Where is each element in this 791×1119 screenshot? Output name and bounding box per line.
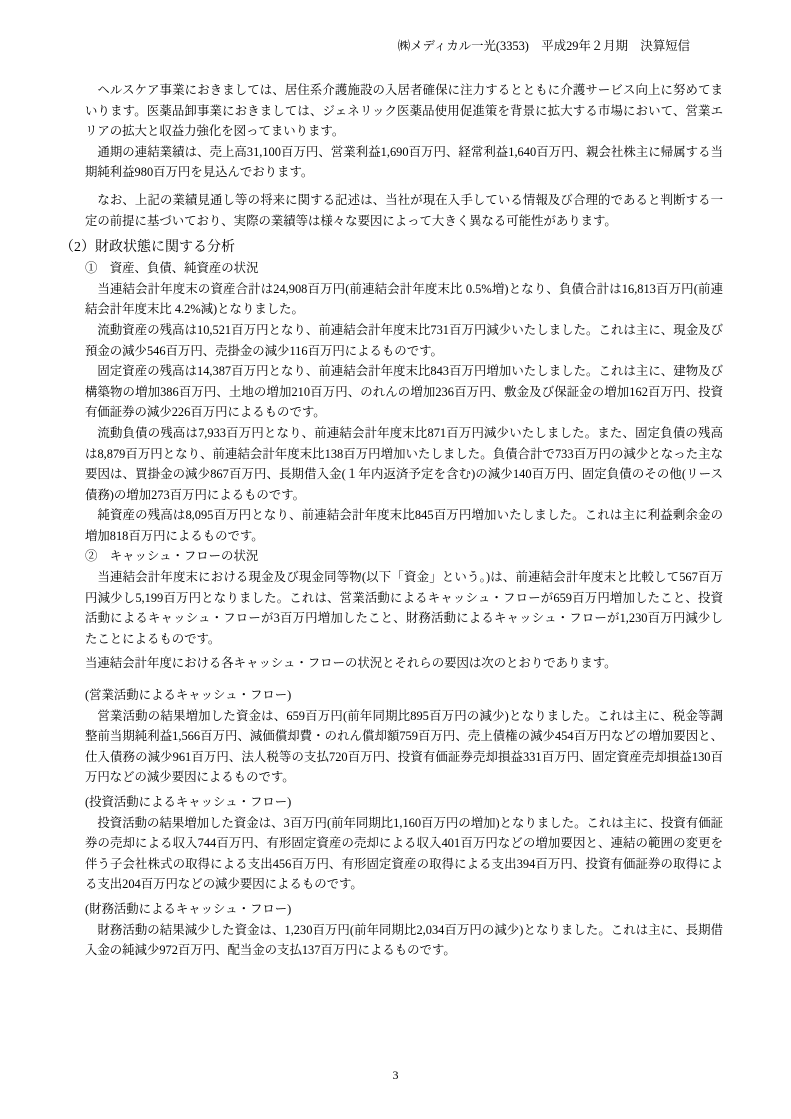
paragraph-liabilities: 流動負債の残高は7,933百万円となり、前連結会計年度末比871百万円減少いたしました。また、固定負債の残高は8,879百万円となり、前連結会計年度末比138百万円増加いたしました。負債合計で733百万円の減少となった主な要因は、買掛金の減少867百万円、長期借入金(１年内返済予定を含む)の減少140百万円、固定負債のその他(リース債務)の増加273百万円によるものです。 [85, 425, 723, 502]
paragraph-operating-cash-flow: 営業活動の結果増加した資金は、659百万円(前年同期比895百万円の減少)となりました。これは主に、税金等調整前当期純利益1,566百万円、減価償却費・のれん償却額759百万円、売上債権の減少454百万円などの増加要因と、仕入債務の減少961百万円、法人税等の支払720百万円、投資有価証券売却損益331百万円、固定資産売却損益130百万円などの減少要因によるものです。 [85, 708, 723, 785]
paragraph-financing-cash-flow: 財務活動の結果減少した資金は、1,230百万円(前年同期比2,034百万円の減少)となりました。これは主に、長期借入金の純減少972百万円、配当金の支払137百万円によるものです。 [85, 922, 723, 958]
section-heading-financial-position-analysis: （2）財政状態に関する分析 [60, 240, 235, 256]
subsection-heading-cash-flow-status: ② キャッシュ・フローの状況 [85, 549, 259, 564]
paragraph-forward-looking-disclaimer: なお、上記の業績見通し等の将来に関する記述は、当社が現在入手している情報及び合理的であると判断する一定の前提に基づいており、実際の業績等は様々な要因によって大きく異なる可能性があります。 [85, 192, 723, 228]
paragraph-total-assets: 当連結会計年度末の資産合計は24,908百万円(前連結会計年度末比 0.5%増)となり、負債合計は16,813百万円(前連結会計年度末比 4.2%減)となりました。 [85, 281, 723, 317]
label-investing-cash-flow: (投資活動によるキャッシュ・フロー) [85, 795, 292, 809]
paragraph-cash-position: 当連結会計年度末における現金及び現金同等物(以下「資金」という。)は、前連結会計年度末と比較して567百万円減少し5,199百万円となりました。これは、営業活動によるキャッシュ・フローが659百万円増加したこと、投資活動によるキャッシュ・フローが3百万円増加したこと、財務活動によるキャッシュ・フローが1,230百万円減少したことによるものです。 [85, 570, 723, 646]
document-body [60, 80, 723, 961]
paragraph-current-assets: 流動資産の残高は10,521百万円となり、前連結会計年度末比731百万円減少いたしました。これは主に、現金及び預金の減少546百万円、売掛金の減少116百万円によるものです。 [85, 322, 723, 358]
paragraph-earnings-forecast: 通期の連結業績は、売上高31,100百万円、営業利益1,690百万円、経常利益1,640百万円、親会社株主に帰属する当期純利益980百万円を見込んでおります。 [85, 144, 723, 180]
label-financing-cash-flow: (財務活動によるキャッシュ・フロー) [85, 901, 292, 916]
paragraph-healthcare-outlook: ヘルスケア事業におきましては、居住系介護施設の入居者確保に注力するとともに介護サービス向上に努めてまいります。医薬品卸事業におきましては、ジェネリック医薬品使用促進策を背景に拡大する市場において、営業エリアの拡大と収益力強化を図ってまいります。 [85, 83, 723, 139]
page-number: 3 [392, 1068, 399, 1082]
paragraph-cash-flow-overview: 当連結会計年度における各キャッシュ・フローの状況とそれらの要因は次のとおりであります。 [85, 656, 617, 671]
paragraph-fixed-assets: 固定資産の残高は14,387百万円となり、前連結会計年度末比843百万円増加いたしました。これは主に、建物及び構築物の増加386百万円、土地の増加210百万円、のれんの増加236百万円、敷金及び保証金の増加162百万円、投資有価証券の減少226百万円によるものです。 [85, 364, 723, 420]
paragraph-investing-cash-flow: 投資活動の結果増加した資金は、3百万円(前年同期比1,160百万円の増加)となりました。これは主に、投資有価証券の売却による収入744百万円、有形固定資産の売却による収入401百万円などの増加要因と、連結の範囲の変更を伴う子会社株式の取得による支出456百万円、有形固定資産の取得による支出394百万円、投資有価証券の取得による支出204百万円などの減少要因によるものです。 [85, 815, 723, 892]
document-header: ㈱メディカル一光(3353) 平成29年２月期 決算短信 [397, 39, 690, 53]
label-operating-cash-flow: (営業活動によるキャッシュ・フロー) [85, 688, 292, 703]
paragraph-net-assets: 純資産の残高は8,095百万円となり、前連結会計年度末比845百万円増加いたしました。これは主に利益剰余金の増加818百万円によるものです。 [85, 508, 723, 543]
subsection-heading-assets-liabilities-net-assets: ① 資産、負債、純資産の状況 [85, 261, 259, 276]
